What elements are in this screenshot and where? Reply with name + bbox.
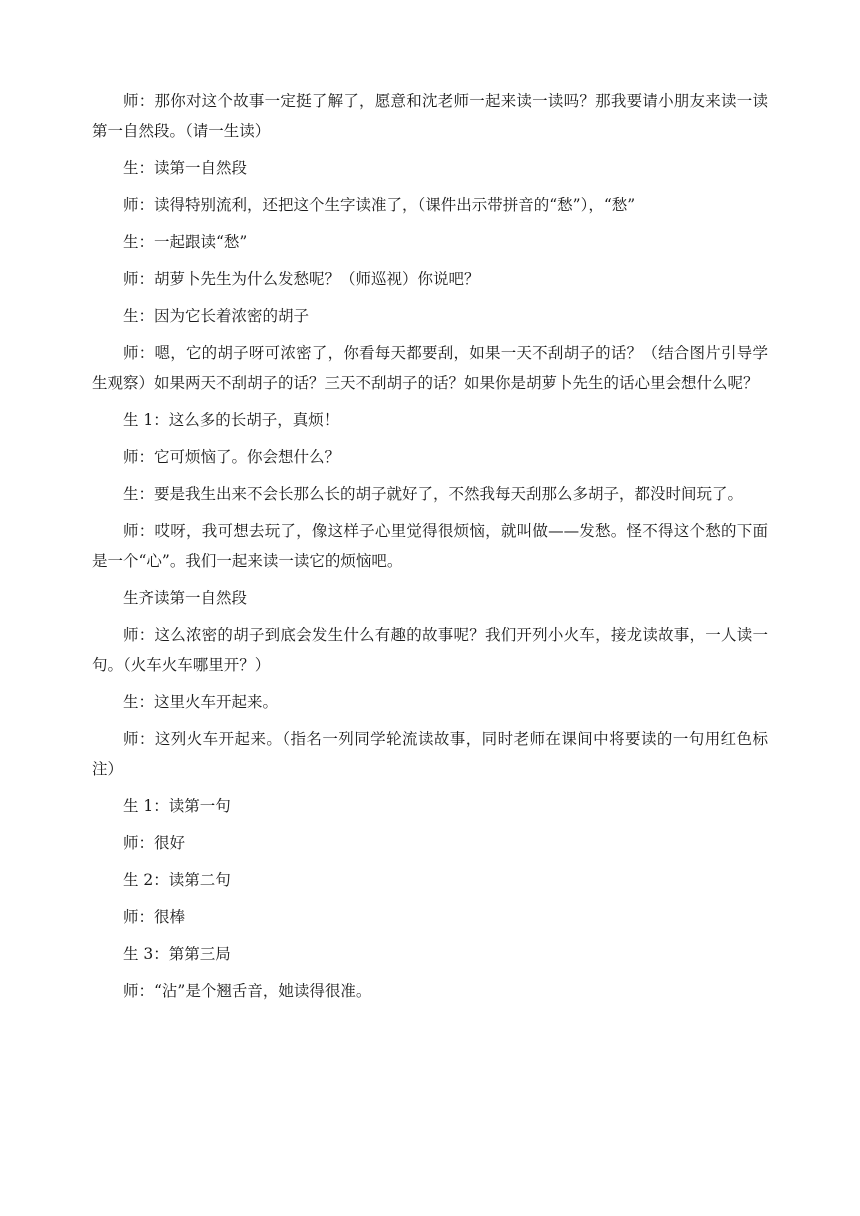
paragraph: 生 1：这么多的长胡子，真烦！: [123, 411, 340, 429]
paragraph: 师：很好: [123, 834, 186, 852]
paragraph: 生 1：读第一句: [123, 797, 231, 815]
paragraph: 师：嗯，它的胡子呀可浓密了，你看每天都要刮，如果一天不刮胡子的话？（结合图片引导学生观察）如果两天不刮胡子的话？三天不刮胡子的话？如果你是胡萝卜先生的话心里会想什么呢？: [92, 344, 768, 392]
paragraph: 生：读第一自然段: [123, 159, 248, 177]
paragraph: 师：它可烦恼了。你会想什么？: [123, 448, 341, 466]
paragraph: 师：胡萝卜先生为什么发愁呢？（师巡视）你说吧？: [123, 270, 480, 288]
paragraph: 生：因为它长着浓密的胡子: [123, 307, 310, 325]
paragraph: 师：很棒: [123, 908, 186, 926]
paragraph: 生齐读第一自然段: [123, 589, 248, 607]
paragraph: 生 2：读第二句: [123, 871, 231, 889]
paragraph: 师：“沾”是个翘舌音，她读得很准。: [123, 982, 372, 1000]
paragraph: 生：这里火车开起来。: [123, 693, 279, 711]
paragraph: 师：读得特别流利，还把这个生字读准了，（课件出示带拼音的“愁”），“愁”: [123, 196, 636, 214]
paragraph: 师：这么浓密的胡子到底会发生什么有趣的故事呢？我们开列小火车，接龙读故事，一人读一句。（火车火车哪里开？）: [92, 626, 768, 674]
paragraph: 师：那你对这个故事一定挺了解了，愿意和沈老师一起来读一读吗？那我要请小朋友来读一读第一自然段。（请一生读）: [92, 92, 768, 140]
paragraph: 生 3：第第三局: [123, 945, 231, 963]
paragraph: 师：哎呀，我可想去玩了，像这样子心里觉得很烦恼，就叫做——发愁。怪不得这个愁的下面是一个“心”。我们一起来读一读它的烦恼吧。: [92, 522, 768, 570]
paragraph: 生：一起跟读“愁”: [123, 233, 248, 251]
paragraph: 师：这列火车开起来。（指名一列同学轮流读故事，同时老师在课间中将要读的一句用红色标注）: [92, 730, 768, 778]
paragraph: 生：要是我生出来不会长那么长的胡子就好了，不然我每天刮那么多胡子，都没时间玩了。: [123, 485, 744, 503]
document-page: [92, 86, 768, 1013]
